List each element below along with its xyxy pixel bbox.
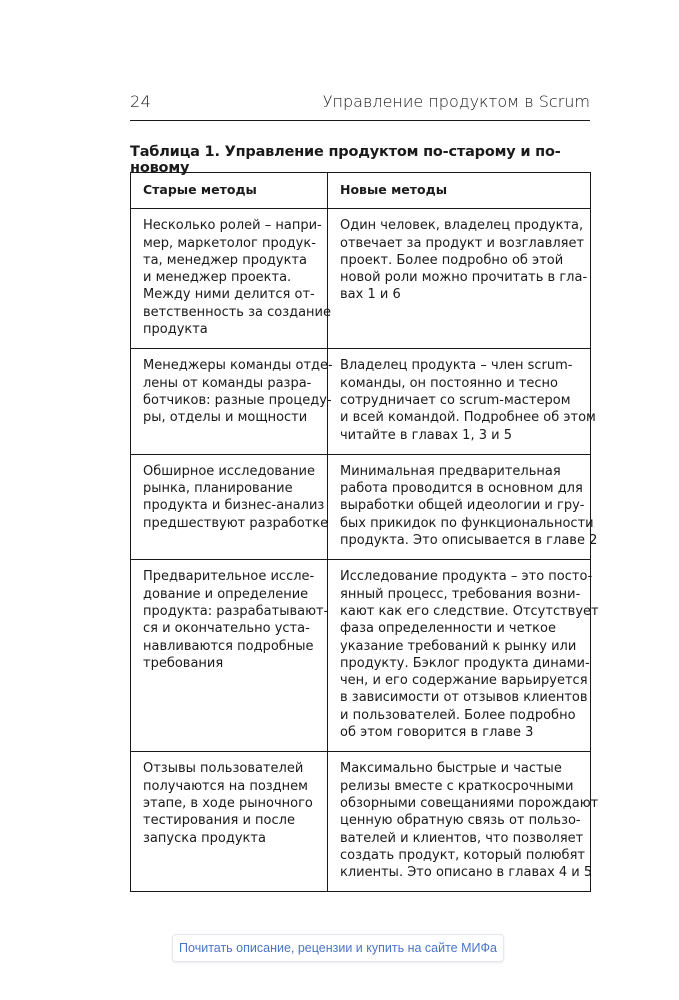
cell-line: Один человек, владелец продукта, (340, 218, 584, 234)
cell-line: продукта (143, 322, 208, 338)
methods-comparison-table (130, 172, 599, 892)
cell-line: Обширное исследование (143, 463, 315, 479)
cell-line: лены от команды разра- (143, 375, 312, 391)
cell-old-method (131, 560, 328, 752)
cell-line: этапе, в ходе рыночного (143, 795, 313, 811)
cell-old-method (131, 209, 332, 349)
cell-line: продукту. Бэклог продукта динами- (340, 655, 590, 671)
cell-old-method (131, 752, 328, 892)
header-old-methods: Старые методы (131, 173, 328, 209)
cell-old-method (131, 349, 333, 454)
cell-line: отвечает за продукт и возглавляет (340, 235, 585, 251)
cell-line: ветственность за создание (143, 304, 332, 320)
table-row (131, 209, 591, 349)
cell-line: рынка, планирование (143, 481, 293, 497)
table-caption: Таблица 1. Управление продуктом по-старому и по-новому (130, 144, 561, 176)
cell-line: выработки общей идеологии и гру- (340, 498, 585, 514)
cell-line: янный процесс, требования возни- (340, 586, 581, 602)
cell-line: и менеджер проекта. (143, 270, 292, 286)
cell-line: и всей командой. Подробнее об этом (340, 410, 596, 426)
cell-line: Владелец продукта – член scrum- (340, 358, 573, 374)
cell-line: мер, маркетолог продук- (143, 235, 316, 251)
table-row (131, 560, 591, 752)
table-row (131, 752, 591, 892)
cell-line: Максимально быстрые и частые (340, 761, 562, 777)
cell-line: требования (143, 655, 224, 671)
table-header-row (131, 173, 591, 209)
cell-line: предшествуют разработке (143, 515, 329, 531)
cell-old-method (131, 454, 328, 559)
cell-line: новой роли можно прочитать в гла- (340, 270, 588, 286)
cell-line: создать продукт, который полюбят (340, 847, 585, 863)
cell-line: дование и определение (143, 586, 309, 602)
cell-line: Менеджеры команды отде- (143, 358, 333, 374)
cell-new-method (328, 209, 591, 349)
cell-line: чен, и его содержание варьируется (340, 673, 588, 689)
cell-new-method (328, 752, 599, 892)
cell-line: обзорными совещаниями порождают (340, 795, 599, 811)
cell-line: кают как его следствие. Отсутствует (340, 603, 599, 619)
cell-line: продукта и бизнес-анализ (143, 498, 325, 514)
cell-new-method (328, 560, 599, 752)
cell-line: в зависимости от отзывов клиентов (340, 690, 588, 706)
cell-line: навливаются подробные (143, 638, 314, 654)
cell-line: команды, он постоянно и тесно (340, 375, 558, 391)
header-new-methods: Новые методы (328, 173, 591, 209)
table-row (131, 349, 591, 454)
cell-line: получаются на позднем (143, 778, 308, 794)
cell-line: продукта. Это описывается в главе 2 (340, 533, 598, 549)
cell-line: сотрудничает со scrum-мастером (340, 392, 571, 408)
cell-line: Несколько ролей – напри- (143, 218, 322, 234)
buy-book-link[interactable]: Почитать описание, рецензии и купить на сайте МИФа (172, 934, 504, 962)
cell-line: читайте в главах 1, 3 и 5 (340, 427, 512, 443)
cell-line: ценную обратную связь от пользо- (340, 813, 581, 829)
cell-line: тестирования и после (143, 813, 295, 829)
page-header (130, 90, 590, 121)
cell-line: фаза определенности и четкое (340, 621, 556, 637)
cell-line: продукта: разрабатывают- (143, 603, 329, 619)
cell-line: ся и окончательно уста- (143, 621, 310, 637)
cell-line: вах 1 и 6 (340, 287, 401, 303)
cell-new-method (328, 454, 598, 559)
cell-line: ры, отделы и мощности (143, 410, 308, 426)
cell-line: Предварительное иссле- (143, 569, 315, 585)
cell-line: клиенты. Это описано в главах 4 и 5 (340, 865, 593, 881)
cell-line: указание требований к рынку или (340, 638, 577, 654)
cell-line: проект. Более подробно об этой (340, 252, 564, 268)
cell-line: Минимальная предварительная (340, 463, 561, 479)
cell-line: бых прикидок по функциональности (340, 515, 594, 531)
cell-line: Отзывы пользователей (143, 761, 304, 777)
table-row (131, 454, 591, 559)
cell-new-method (328, 349, 596, 454)
cell-line: об этом говорится в главе 3 (340, 725, 534, 741)
cell-line: и пользователей. Более подробно (340, 707, 576, 723)
cell-line: Между ними делится от- (143, 287, 315, 303)
cell-line: релизы вместе с краткосрочными (340, 778, 574, 794)
cell-line: Исследование продукта – это посто- (340, 569, 593, 585)
running-title: Управление продуктом в Scrum (322, 92, 590, 111)
cell-line: вателей и клиентов, что позволяет (340, 830, 584, 846)
page-number: 24 (130, 92, 152, 111)
cell-line: работа проводится в основном для (340, 481, 583, 497)
cell-line: та, менеджер продукта (143, 252, 307, 268)
cell-line: ботчиков: разные процеду- (143, 392, 332, 408)
cell-line: запуска продукта (143, 830, 266, 846)
